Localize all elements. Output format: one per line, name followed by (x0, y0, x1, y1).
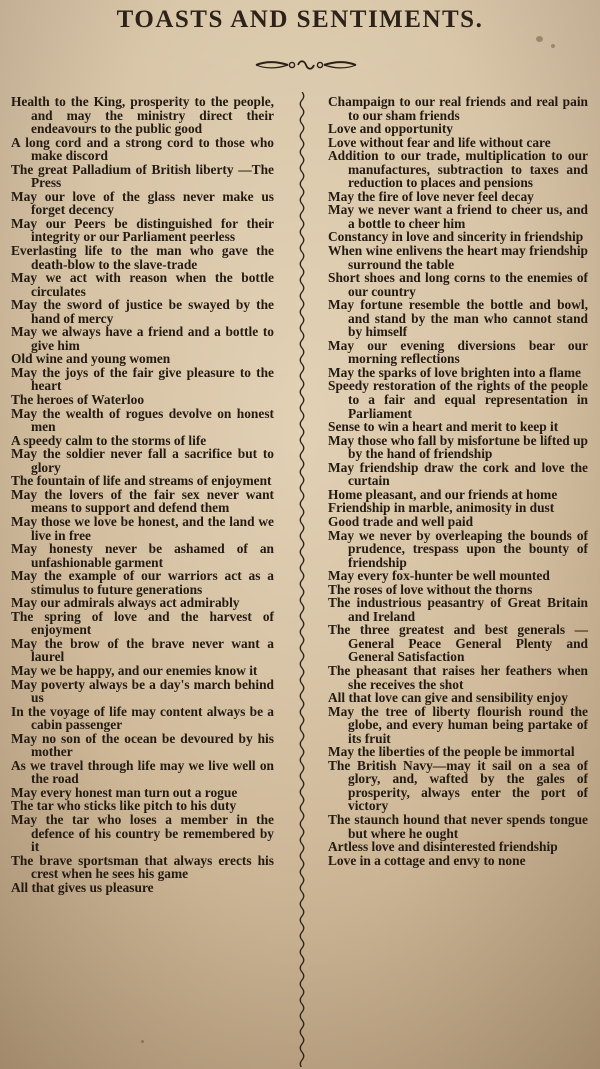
right-column (328, 95, 588, 867)
toast-item: May those who fall by misfortune be lifted up by the hand of friendship (328, 432, 588, 462)
toast-item: May we be happy, and our enemies know it (11, 662, 258, 678)
toast-item: The brave sportsman that always erects his crest when he sees his game (11, 852, 274, 882)
toast-item: The staunch hound that never spends tongue but where he ought (328, 811, 588, 841)
toast-item: May the wealth of rogues devolve on honest men (11, 405, 274, 435)
toast-item: May the liberties of the people be immortal (328, 744, 575, 760)
toast-item: May our Peers be distinguished for their integrity or our Parliament peerless (11, 215, 274, 245)
toast-item: Love in a cottage and envy to none (328, 852, 526, 868)
toast-item: Old wine and young women (11, 351, 171, 367)
toast-item: Sense to win a heart and merit to keep it (328, 419, 559, 435)
paper-speck (141, 1040, 144, 1043)
toast-item: May honesty never be ashamed of an unfashionable garment (11, 541, 274, 570)
toast-item: May the tree of liberty flourish round the globe, and every human being partake of its fruit (328, 703, 588, 746)
toast-item: May every fox-hunter be well mounted (328, 568, 550, 584)
toast-item: May the joys of the fair give pleasure to the heart (11, 364, 274, 394)
toast-item: Short shoes and long corns to the enemies of our country (328, 270, 588, 299)
toast-item: Health to the King, prosperity to the people, and may the ministry direct their endeavours to the public good (11, 94, 274, 137)
toast-item: May our evening diversions bear our morning reflections (328, 337, 588, 367)
toast-item: All that gives us pleasure (11, 879, 154, 895)
toast-item: Everlasting life to the man who gave the death-blow to the slave-trade (11, 243, 274, 272)
toast-item: May the fire of love never feel decay (328, 188, 534, 204)
left-column (11, 95, 274, 894)
toast-item: The industrious peasantry of Great Britain and Ireland (328, 595, 588, 624)
paper-speck (551, 44, 555, 48)
toast-item: The tar who sticks like pitch to his duty (11, 798, 237, 814)
toast-item: May those we love be honest, and the land we live in free (11, 513, 274, 543)
paper-speck (536, 36, 543, 42)
toast-item: May the brow of the brave never want a laurel (11, 635, 274, 665)
toast-item: Addition to our trade, multiplication to our manufactures, subtraction to taxes and reduction to places and pensions (328, 148, 588, 191)
toast-item: May our admirals always act admirably (11, 595, 240, 611)
toast-item: Friendship in marble, animosity in dust (328, 500, 555, 516)
toast-item: As we travel through life may we live well on the road (11, 757, 274, 787)
toast-item: Artless love and disinterested friendship (328, 839, 558, 855)
toast-item: May we always have a friend and a bottle to give him (11, 324, 274, 353)
toast-item: Constancy in love and sincerity in friendship (328, 229, 584, 245)
toast-item: May we never want a friend to cheer us, and a bottle to cheer him (328, 202, 588, 231)
toast-item: A long cord and a strong cord to those who make discord (11, 134, 274, 164)
toast-item: May the lovers of the fair sex never want means to support and defend them (11, 486, 274, 516)
toast-item: Home pleasant, and our friends at home (328, 486, 558, 502)
toast-item: May every honest man turn out a rogue (11, 784, 238, 800)
toast-item: May no son of the ocean be devoured by his mother (11, 730, 274, 760)
toast-item: The three greatest and best generals —General Peace General Plenty and General Satisfaction (328, 622, 588, 665)
toast-item: May our love of the glass never make us forget decency (11, 188, 274, 218)
toast-item: A speedy calm to the storms of life (11, 432, 207, 448)
toast-item: May we never by overleaping the bounds of prudence, trespass upon the bounty of friendship (328, 527, 588, 570)
toast-item: The pheasant that raises her feathers when she receives the shot (328, 662, 588, 692)
toast-item: Speedy restoration of the rights of the people to a fair and equal representation in Parliament (328, 378, 588, 421)
decorative-flourish-icon (254, 58, 358, 72)
toast-item: Champaign to our real friends and real pain to our sham friends (328, 94, 588, 123)
toast-item: May poverty always be a day's march behind us (11, 676, 274, 706)
page-title: TOASTS AND SENTIMENTS. (116, 6, 484, 33)
toast-item: May the sparks of love brighten into a flame (328, 364, 581, 380)
toast-item: May the example of our warriors act as a stimulus to future generations (11, 568, 274, 597)
toast-item: May friendship draw the cork and love the curtain (328, 459, 588, 489)
toast-item: The fountain of life and streams of enjoyment (11, 473, 272, 489)
toast-item: The heroes of Waterloo (11, 392, 145, 408)
toast-item: The spring of love and the harvest of enjoyment (11, 608, 274, 638)
toast-item: May the soldier never fall a sacrifice but to glory (11, 446, 274, 475)
toast-item: The British Navy—may it sail on a sea of glory, and, wafted by the gales of prosperity, always enter the port of victory (328, 757, 588, 814)
toast-item: May we act with reason when the bottle circulates (11, 270, 274, 299)
toast-item: Love and opportunity (328, 121, 454, 137)
toast-item: In the voyage of life may content always be a cabin passenger (11, 703, 274, 733)
toast-item: Good trade and well paid (328, 513, 474, 529)
toast-item: All that love can give and sensibility enjoy (328, 690, 568, 706)
toast-item: The great Palladium of British liberty —The Press (11, 161, 274, 191)
toast-item: May the tar who loses a member in the defence of his country be remembered by it (11, 811, 274, 855)
toast-item: The roses of love without the thorns (328, 581, 533, 597)
toast-item: May the sword of justice be swayed by the hand of mercy (11, 297, 274, 326)
toast-item: May fortune resemble the bottle and bowl, and stand by the man who cannot stand by himself (328, 297, 588, 340)
toast-item: Love without fear and life without care (328, 134, 551, 150)
column-divider (297, 92, 307, 1067)
toast-item: When wine enlivens the heart may friendship surround the table (328, 243, 588, 272)
